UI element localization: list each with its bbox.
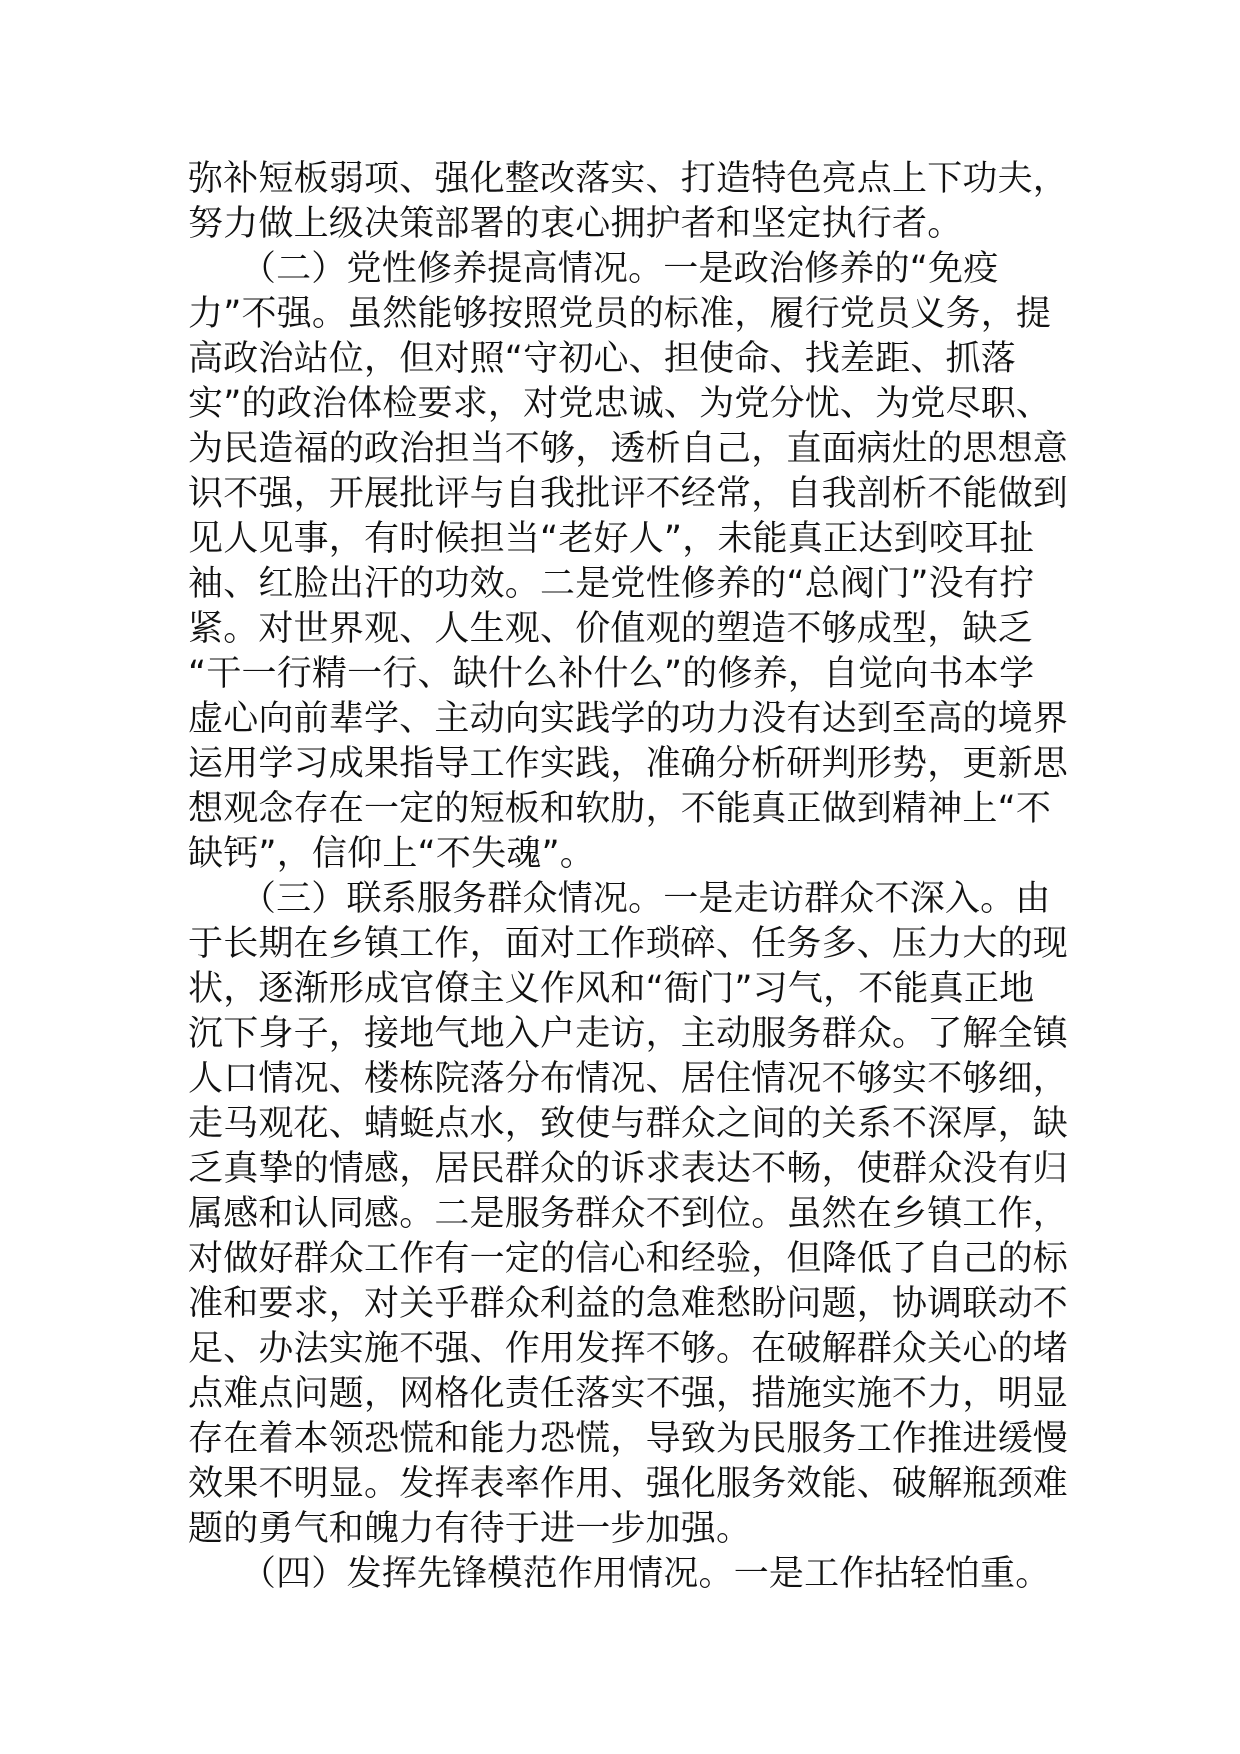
text-line: 题的勇气和魄力有待于进一步加强。: [188, 1509, 752, 1549]
text-line: 对做好群众工作有一定的信心和经验，但降低了自己的标: [188, 1239, 1069, 1279]
text-line: 为民造福的政治担当不够，透析自己，直面病灶的思想意: [188, 429, 1069, 469]
text-line: 紧。对世界观、人生观、价值观的塑造不够成型，缺乏: [188, 609, 1033, 649]
body-text: [188, 157, 1069, 1597]
text-line: 袖、红脸出汗的功效。二是党性修养的“总阀门”没有拧: [188, 564, 1035, 604]
text-line: 准和要求，对关乎群众利益的急难愁盼问题，协调联动不: [188, 1284, 1069, 1324]
text-line: 存在着本领恐慌和能力恐慌，导致为民服务工作推进缓慢: [188, 1419, 1069, 1459]
text-line: 高政治站位，但对照“守初心、担使命、找差距、抓落: [188, 339, 1016, 379]
text-line: 力”不强。虽然能够按照党员的标准，履行党员义务，提: [188, 294, 1052, 334]
text-line: 状，逐渐形成官僚主义作风和“衙门”习气，不能真正地: [188, 969, 1035, 1009]
text-line: 努力做上级决策部署的衷心拥护者和坚定执行者。: [188, 204, 963, 244]
text-line: 弥补短板弱项、强化整改落实、打造特色亮点上下功夫，: [188, 159, 1069, 199]
text-line: （二）党性修养提高情况。一是政治修养的“免疫: [188, 249, 999, 289]
text-line: 属感和认同感。二是服务群众不到位。虽然在乡镇工作，: [188, 1194, 1069, 1234]
text-line: 见人见事，有时候担当“老好人”，未能真正达到咬耳扯: [188, 519, 1035, 559]
text-line: （四）发挥先锋模范作用情况。一是工作拈轻怕重。: [188, 1554, 1051, 1594]
text-line: 点难点问题，网格化责任落实不强，措施实施不力，明显: [188, 1374, 1069, 1414]
text-line: 缺钙”，信仰上“不失魂”。: [188, 834, 595, 874]
text-line: 沉下身子，接地气地入户走访，主动服务群众。了解全镇: [188, 1014, 1069, 1054]
text-line: 足、办法实施不强、作用发挥不够。在破解群众关心的堵: [188, 1329, 1069, 1369]
text-line: 于长期在乡镇工作，面对工作琐碎、任务多、压力大的现: [188, 924, 1069, 964]
text-line: 效果不明显。发挥表率作用、强化服务效能、破解瓶颈难: [188, 1464, 1069, 1504]
text-line: 乏真挚的情感，居民群众的诉求表达不畅，使群众没有归: [188, 1149, 1069, 1189]
text-line: “干一行精一行、缺什么补什么”的修养，自觉向书本学: [188, 654, 1035, 694]
text-line: 识不强，开展批评与自我批评不经常，自我剖析不能做到: [188, 474, 1069, 514]
text-line: 虚心向前辈学、主动向实践学的功力没有达到至高的境界: [188, 699, 1069, 739]
text-line: （三）联系服务群众情况。一是走访群众不深入。由: [188, 879, 1051, 919]
text-line: 人口情况、楼栋院落分布情况、居住情况不够实不够细，: [188, 1059, 1069, 1099]
text-line: 想观念存在一定的短板和软肋，不能真正做到精神上“不: [188, 789, 1052, 829]
text-line: 走马观花、蜻蜓点水，致使与群众之间的关系不深厚，缺: [188, 1104, 1069, 1144]
text-line: 实”的政治体检要求，对党忠诚、为党分忧、为党尽职、: [188, 384, 1052, 424]
text-line: 运用学习成果指导工作实践，准确分析研判形势，更新思: [188, 744, 1069, 784]
